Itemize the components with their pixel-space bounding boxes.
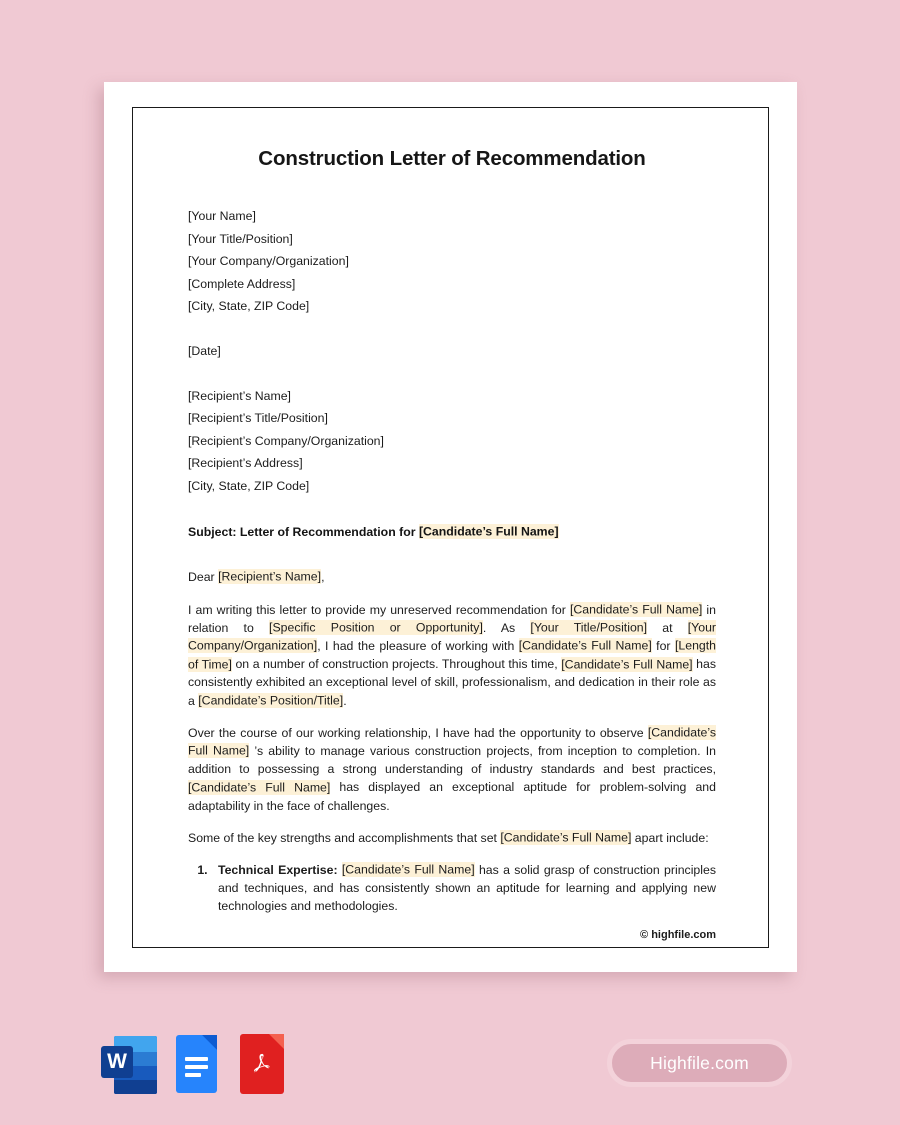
- recipient-line: [Recipient’s Title/Position]: [188, 411, 328, 426]
- docs-icon-text-line: [185, 1057, 208, 1061]
- par1-placeholder: [Candidate’s Full Name]: [569, 602, 703, 617]
- par1-text: in relation to: [188, 602, 716, 635]
- sender-line: [Your Company/Organization]: [188, 254, 349, 269]
- paragraph-3: [188, 829, 716, 847]
- pdf-icon[interactable]: [231, 1032, 289, 1098]
- par2-text: Over the course of our working relationship, I have had the opportunity to observe: [188, 725, 648, 740]
- recipient-address-block: [188, 385, 716, 498]
- par3-text: apart include:: [631, 830, 709, 845]
- salutation-line: [188, 567, 716, 587]
- par2-placeholder: [Candidate’s Full Name]: [188, 780, 331, 795]
- date-line: [Date]: [188, 343, 221, 358]
- par1-text: , I had the pleasure of working with: [317, 638, 519, 653]
- docs-icon-text-line: [185, 1073, 201, 1077]
- spacer: [188, 318, 716, 340]
- paragraph-2: [188, 724, 716, 815]
- par1-placeholder: [Your Title/Position]: [530, 620, 648, 635]
- subject-prefix: Subject: Letter of Recommendation for: [188, 524, 419, 539]
- par1-text: for: [651, 638, 675, 653]
- recipient-line: [City, State, ZIP Code]: [188, 478, 310, 493]
- salutation-suffix: ,: [321, 569, 325, 584]
- recipient-line: [Recipient’s Company/Organization]: [188, 433, 384, 448]
- par1-text: I am writing this letter to provide my unreserved recommendation for: [188, 602, 570, 617]
- word-icon-letter-badge: W: [101, 1046, 133, 1078]
- word-icon-band: [114, 1080, 157, 1094]
- par1-placeholder: [Length of Time]: [188, 638, 716, 672]
- recipient-line: [Recipient’s Name]: [188, 388, 291, 403]
- par3-text: Some of the key strengths and accomplishments that set: [188, 830, 501, 845]
- par1-placeholder: [Candidate’s Full Name]: [561, 657, 693, 672]
- sender-line: [Complete Address]: [188, 276, 296, 291]
- document-page: [104, 82, 797, 972]
- par2-text: ’s ability to manage various construction projects, from inception to completion. In addition to possessing a strong understanding of industry standards and best practices,: [188, 743, 716, 777]
- format-icon-group: [101, 1032, 289, 1098]
- list-item-placeholder: [Candidate’s Full Name]: [341, 862, 475, 877]
- word-icon[interactable]: [101, 1032, 159, 1098]
- docs-icon-text-line: [185, 1065, 208, 1069]
- par1-placeholder: [Candidate’s Position/Title]: [198, 693, 344, 708]
- list-item-heading: Technical Expertise:: [218, 862, 342, 877]
- sender-address-block: [188, 205, 716, 318]
- subject-line: [188, 522, 716, 542]
- par1-text: on a number of construction projects. Throughout this time,: [231, 657, 562, 672]
- par1-placeholder: [Your Company/Organization]: [188, 620, 717, 653]
- par1-text: . As: [482, 620, 531, 635]
- par1-placeholder: [Specific Position or Opportunity]: [269, 620, 483, 635]
- par3-placeholder: [Candidate’s Full Name]: [500, 830, 632, 845]
- sender-line: [Your Title/Position]: [188, 231, 293, 246]
- key-strengths-list: [188, 861, 716, 916]
- brand-watermark-button[interactable]: Highfile.com: [607, 1039, 792, 1087]
- par2-text: has displayed an exceptional aptitude for problem-solving and adaptability in the face of challenges.: [188, 780, 716, 813]
- subject-candidate-placeholder: [Candidate’s Full Name]: [418, 524, 559, 539]
- list-item-text: has a solid grasp of construction principles and techniques, and has consistently shown an aptitude for learning and applying new technologies and methodologies.: [218, 862, 716, 914]
- spacer: [188, 363, 716, 385]
- bottom-bar: [0, 1018, 900, 1113]
- salutation-recipient-placeholder: [Recipient’s Name]: [218, 569, 322, 584]
- document-body: [188, 130, 716, 948]
- document-border-frame: [132, 107, 769, 948]
- par1-text: at: [647, 620, 688, 635]
- page-title: Construction Letter of Recommendation: [258, 147, 646, 170]
- pdf-icon-acrobat-glyph: [240, 1034, 284, 1094]
- google-docs-icon[interactable]: [166, 1032, 224, 1098]
- par1-text: .: [343, 693, 347, 708]
- recipient-line: [Recipient’s Address]: [188, 456, 303, 471]
- sender-line: [Your Name]: [188, 209, 256, 223]
- par1-text: has consistently exhibited an exceptional level of skill, professionalism, and dedication in their role as a: [188, 657, 716, 708]
- par2-placeholder: [Candidate’s Full Name]: [188, 725, 716, 758]
- par1-placeholder: [Candidate’s Full Name]: [518, 638, 652, 653]
- copyright-notice: © highfile.com: [640, 929, 716, 941]
- salutation-prefix: Dear: [188, 569, 219, 584]
- sender-line: [City, State, ZIP Code]: [188, 299, 310, 314]
- list-item: [211, 861, 716, 916]
- paragraph-1: [188, 601, 716, 710]
